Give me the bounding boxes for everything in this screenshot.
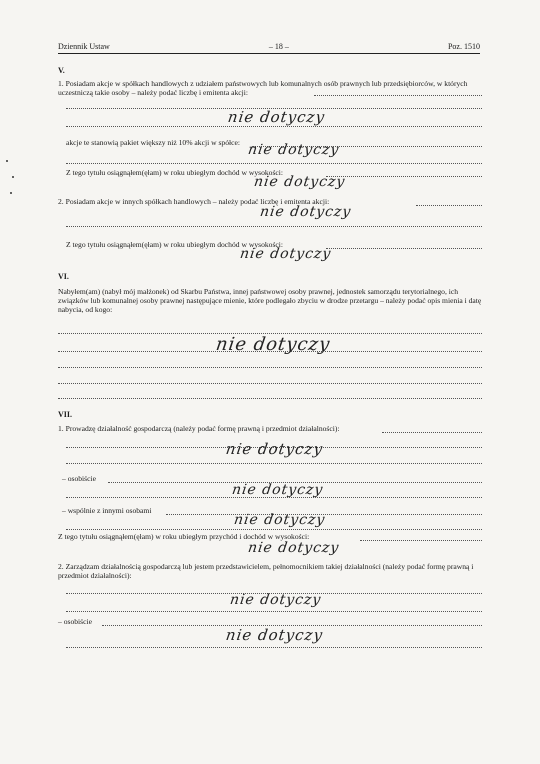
- answer-line: [416, 204, 482, 206]
- section-vi-text: Nabyłem(am) (nabył mój małżonek) od Skarbu Państwa, innej państwowej osoby prawnej, jednostek samorządu terytorialnego, ich związków lub komunalnej osoby prawnej następujące mienie, które podlegało zbyciu w drodze przetargu – należy podać opis mienia i datę nabycia, od kogo:: [58, 287, 482, 314]
- section-vi-title: VI.: [58, 272, 69, 281]
- section-vii-item1: 1. Prowadzę działalność gospodarczą (należy podać formę prawną i przedmiot działalności):: [58, 424, 340, 433]
- answer-line: [66, 462, 482, 464]
- handwritten-answer: nie dotyczy: [224, 440, 325, 458]
- page-number: – 18 –: [268, 42, 289, 51]
- section-vii-income-label: Z tego tytułu osiągnąłem(ęłam) w roku ubiegłym przychód i dochód w wysokości:: [58, 532, 310, 541]
- handwritten-answer: nie dotyczy: [224, 626, 325, 644]
- section-v-item1: 1. Posiadam akcje w spółkach handlowych z udziałem państwowych lub komunalnych osób prawnych lub przedsiębiorców, w których uczestniczą takie osoby – należy podać liczbę i emitenta akcji:: [58, 79, 468, 97]
- section-vii-jointly: – wspólnie z innymi osobami: [62, 506, 152, 515]
- scan-mark: [10, 192, 12, 194]
- answer-line: [66, 528, 482, 530]
- answer-line: [66, 610, 482, 612]
- answer-line: [382, 431, 482, 433]
- handwritten-answer: nie dotyczy: [230, 482, 325, 498]
- position-number: Poz. 1510: [447, 42, 480, 51]
- answer-line: [66, 225, 482, 227]
- handwritten-answer: nie dotyczy: [246, 540, 341, 556]
- header-rule: [58, 53, 480, 54]
- answer-line: [66, 646, 482, 648]
- page-header: [58, 42, 480, 51]
- section-v-package-label: akcje te stanowią pakiet większy niż 10% akcji w spółce:: [66, 138, 240, 147]
- handwritten-answer: nie dotyczy: [246, 142, 341, 158]
- journal-name: Dziennik Ustaw: [58, 42, 110, 51]
- answer-line: [58, 350, 482, 352]
- answer-line: [326, 175, 482, 177]
- section-vii-personally2: – osobiście: [58, 617, 92, 626]
- section-vii-title: VII.: [58, 410, 73, 419]
- answer-line: [58, 382, 482, 384]
- section-v-income-label: Z tego tytułu osiągnąłem(ęłam) w roku ubiegłym dochód w wysokości:: [66, 168, 284, 177]
- answer-line: [66, 162, 482, 164]
- handwritten-answer: nie dotyczy: [214, 334, 332, 355]
- answer-line: [314, 94, 482, 96]
- answer-line: [58, 397, 482, 399]
- scan-mark: [6, 160, 8, 162]
- section-vii-personally: – osobiście: [62, 474, 96, 483]
- handwritten-answer: nie dotyczy: [252, 174, 347, 190]
- handwritten-answer: nie dotyczy: [238, 246, 333, 262]
- scan-mark: [12, 176, 14, 178]
- section-v-item2-income-label: Z tego tytułu osiągnąłem(ęłam) w roku ubiegłym dochód w wysokości:: [66, 240, 284, 249]
- handwritten-answer: nie dotyczy: [228, 592, 323, 608]
- handwritten-answer: nie dotyczy: [226, 108, 327, 126]
- handwritten-answer: nie dotyczy: [232, 512, 327, 528]
- handwritten-answer: nie dotyczy: [258, 204, 353, 220]
- answer-line: [326, 247, 482, 249]
- answer-line: [66, 496, 482, 498]
- section-v-item2: 2. Posiadam akcje w innych spółkach handlowych – należy podać liczbę i emitenta akcji:: [58, 197, 330, 206]
- answer-line: [58, 366, 482, 368]
- section-v-title: V.: [58, 66, 65, 75]
- answer-line: [66, 125, 482, 127]
- answer-line: [360, 539, 482, 541]
- section-vii-item2: 2. Zarządzam działalnością gospodarczą lub jestem przedstawicielem, pełnomocnikiem takiej działalności (należy podać formę prawną i przedmiot działalności):: [58, 562, 474, 580]
